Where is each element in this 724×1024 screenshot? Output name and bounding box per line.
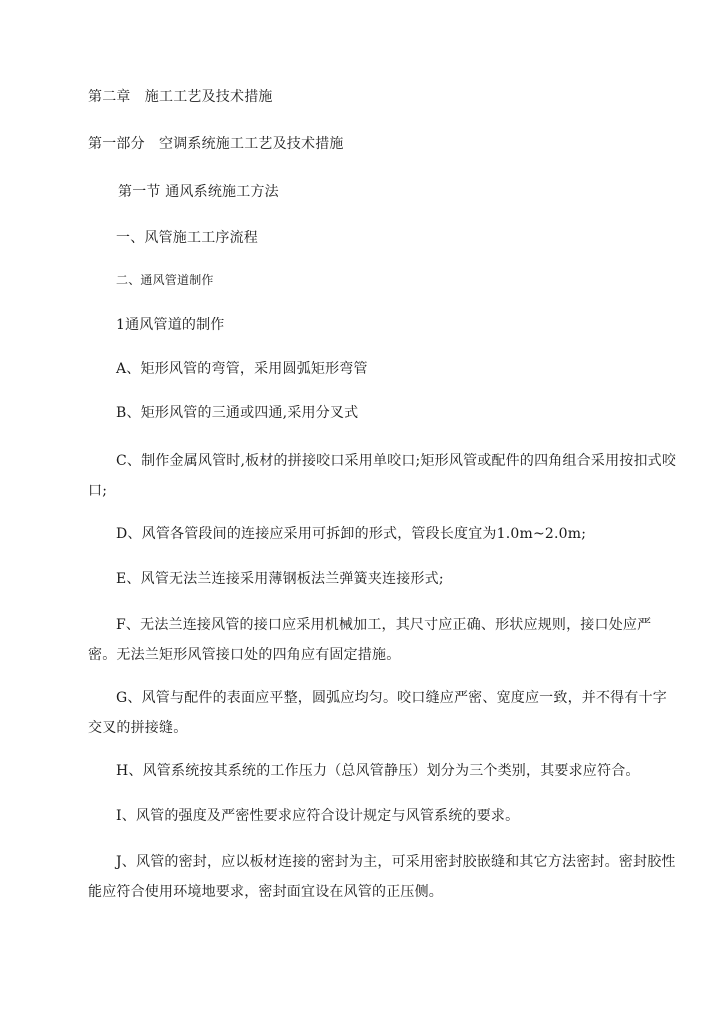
- list-item-i: I、风管的强度及严密性要求应符合设计规定与风管系统的要求。: [116, 808, 520, 824]
- list-item-d: D、风管各管段间的连接应采用可拆卸的形式，管段长度宜为1.0m~2.0m;: [116, 526, 587, 542]
- item-heading: 1通风管道的制作: [116, 317, 225, 333]
- list-item-c: C、制作金属风管时,板材的拼接咬口采用单咬口;矩形风管或配件的四角组合采用按扣式咬口;: [88, 453, 677, 499]
- subheading-1: 一、风管施工工序流程: [116, 230, 258, 246]
- list-item-b: B、矩形风管的三通或四通,采用分叉式: [116, 405, 359, 421]
- subheading-2: 二、通风管道制作: [116, 273, 214, 287]
- list-item-g: G、风管与配件的表面应平整，圆弧应均匀。咬口缝应严密、宽度应一致，并不得有十字交叉的拼接缝。: [88, 690, 667, 736]
- chapter-title: 第二章 施工工艺及技术措施: [88, 89, 273, 105]
- section-title: 第一节 通风系统施工方法: [118, 184, 279, 200]
- part-title: 第一部分 空调系统施工工艺及技术措施: [88, 136, 344, 152]
- list-item-e: E、风管无法兰连接采用薄钢板法兰弹簧夹连接形式;: [116, 571, 444, 587]
- list-item-f: F、无法兰连接风管的接口应采用机械加工，其尺寸应正确、形状应规则，接口处应严密。无法兰矩形风管接口处的四角应有固定措施。: [88, 617, 652, 663]
- list-item-h: H、风管系统按其系统的工作压力（总风管静压）划分为三个类别，其要求应符合。: [116, 763, 640, 779]
- list-item-a: A、矩形风管的弯管，采用圆弧矩形弯管: [116, 361, 368, 377]
- list-item-j: J、风管的密封，应以板材连接的密封为主，可采用密封胶嵌缝和其它方法密封。密封胶性能应符合使用环境地要求，密封面宜设在风管的正压侧。: [88, 854, 676, 900]
